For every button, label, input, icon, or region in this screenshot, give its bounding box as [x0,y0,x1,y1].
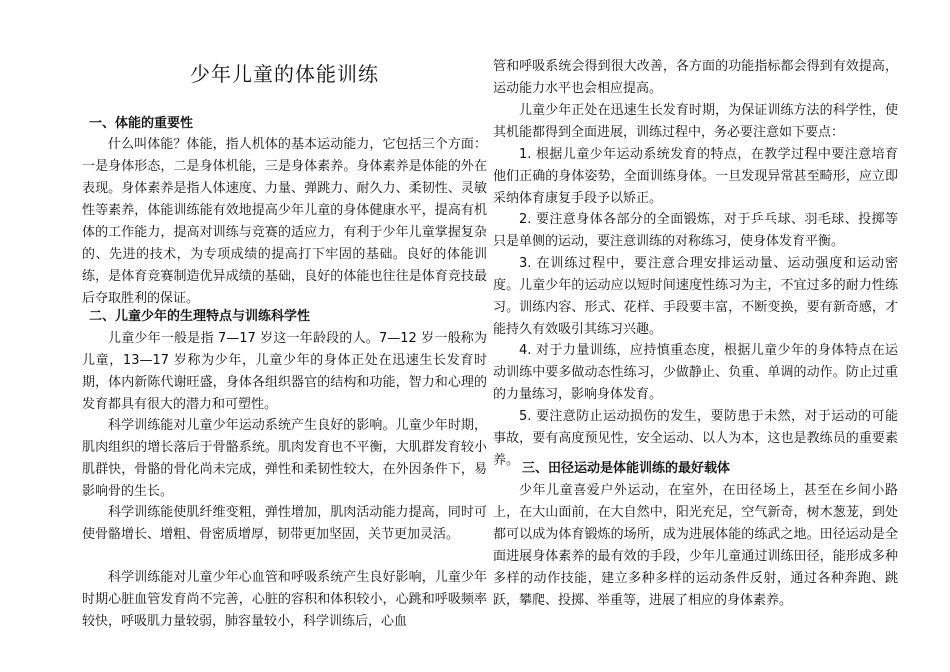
paragraph-training-points-intro: 儿童少年正处在迅速生长发育时期，为保证训练方法的科学性，使其机能都得到全面进展，训练过程中，务必要注意如下要点： [493,103,898,140]
document-title: 少年儿童的体能训练 [190,62,379,86]
list-item-point-3: 3. 在训练过程中，要注意合理安排运动量、运动强度和运动密度。儿童少年的运动应以短时间速度性练习为主，不宜过多的耐力性练习。训练内容、形式、花样、手段要丰富，不断变换，要有新奇感，才能持久有效吸引其练习兴趣。 [493,256,898,337]
list-item-point-5: 5. 要注意防止运动损伤的发生，要防患于未然，对于运动的可能事故，要有高度预见性，安全运动、以人为本，这也是教练员的重要素养。 [493,409,898,468]
paragraph-motor-system: 科学训练能对儿童少年运动系统产生良好的影响。儿童少年时期，肌肉组织的增长落后于骨骼系统。肌肉发育也不平衡，大肌群发育较小肌群快，骨骼的骨化尚未完成，弹性和柔韧性较大，在外因条件下，易影响骨的生长。 [82,418,487,499]
list-item-point-4: 4. 对于力量训练，应持慎重态度，根据儿童少年的身体特点在运动训练中要多做动态性练习，少做静止、负重、单调的动作。防止过重的力量练习，影响身体发育。 [493,343,898,402]
paragraph-muscle-benefits: 科学训练能使肌纤维变粗，弹性增加，肌肉活动能力提高，同时可使骨骼增长、增粗、骨密质增厚，韧带更加坚固，关节更加灵活。 [82,505,487,542]
paragraph-track-and-field: 少年儿童喜爱户外运动，在室外，在田径场上，甚至在乡间小路上，在大山面前，在大自然中，阳光充足，空气新奇，树木葱茏，到处都可以成为体育锻炼的场所，成为进展体能的练武之地。田径运动是全面进展身体素养的最有效的手段，少年儿童通过训练田径，能形成多种多样的动作技能，建立多种多样的运动条件反射，通过各种奔跑、跳跃，攀爬、投掷、举重等，进展了相应的身体素养。 [493,483,898,608]
section-heading-3: 三、田径运动是体能训练的最好载体 [522,461,731,476]
section-heading-2: 二、儿童少年的生理特点与训练科学性 [89,309,311,324]
list-item-point-1: 1. 根据儿童少年运动系统发育的特点，在教学过程中要注意培育他们正确的身体姿势，全面训练身体。一旦发现异常甚至畸形，应立即采纳体育康复手段予以矫正。 [493,147,898,206]
section-heading-1: 一、体能的重要性 [89,116,194,131]
paragraph-physical-fitness: 什么叫体能？体能，指人机体的基本运动能力，它包括三个方面：一是身体形态，二是身体机能，三是身体素养。身体素养是体能的外在表现。身体素养是指人体速度、力量、弹跳力、耐久力、柔韧性、灵敏性等素养，体能训练能有效地提高少年儿童的身体健康水平，提高有机体的工作能力，提高对训练与竞赛的适应力，有利于少年儿童掌握复杂的、先进的技术，为专项成绩的提高打下牢固的基础。良好的体能训练，是体育竞赛制造优异成绩的基础，良好的体能也往往是体育竞技最后夺取胜利的保证。 [82,137,487,306]
list-item-point-2: 2. 要注意身体各部分的全面锻炼，对于乒乓球、羽毛球、投掷等只是单侧的运动，要注意训练的对称练习，使身体发育平衡。 [493,212,898,249]
paragraph-continued: 管和呼吸系统会得到很大改善，各方面的功能指标都会得到有效提高，运动能力水平也会相应提高。 [493,59,898,96]
paragraph-cardio-respiratory: 科学训练能对儿童少年心血管和呼吸系统产生良好影响，儿童少年时期心脏血管发育尚不完善，心脏的容积和体积较小，心跳和呼吸频率较快，呼吸肌力量较弱，肺容量较小，科学训练后，心血 [82,570,487,629]
paragraph-age-definition: 儿童少年一般是指 7—17 岁这一年龄段的人。7—12 岁一般称为儿童，13—17 岁称为少年，儿童少年的身体正处在迅速生长发育时期，体内新陈代谢旺盛，身体各组织器官的结构和功能，智力和心理的发育都具有很大的潜力和可塑性。 [82,331,487,412]
